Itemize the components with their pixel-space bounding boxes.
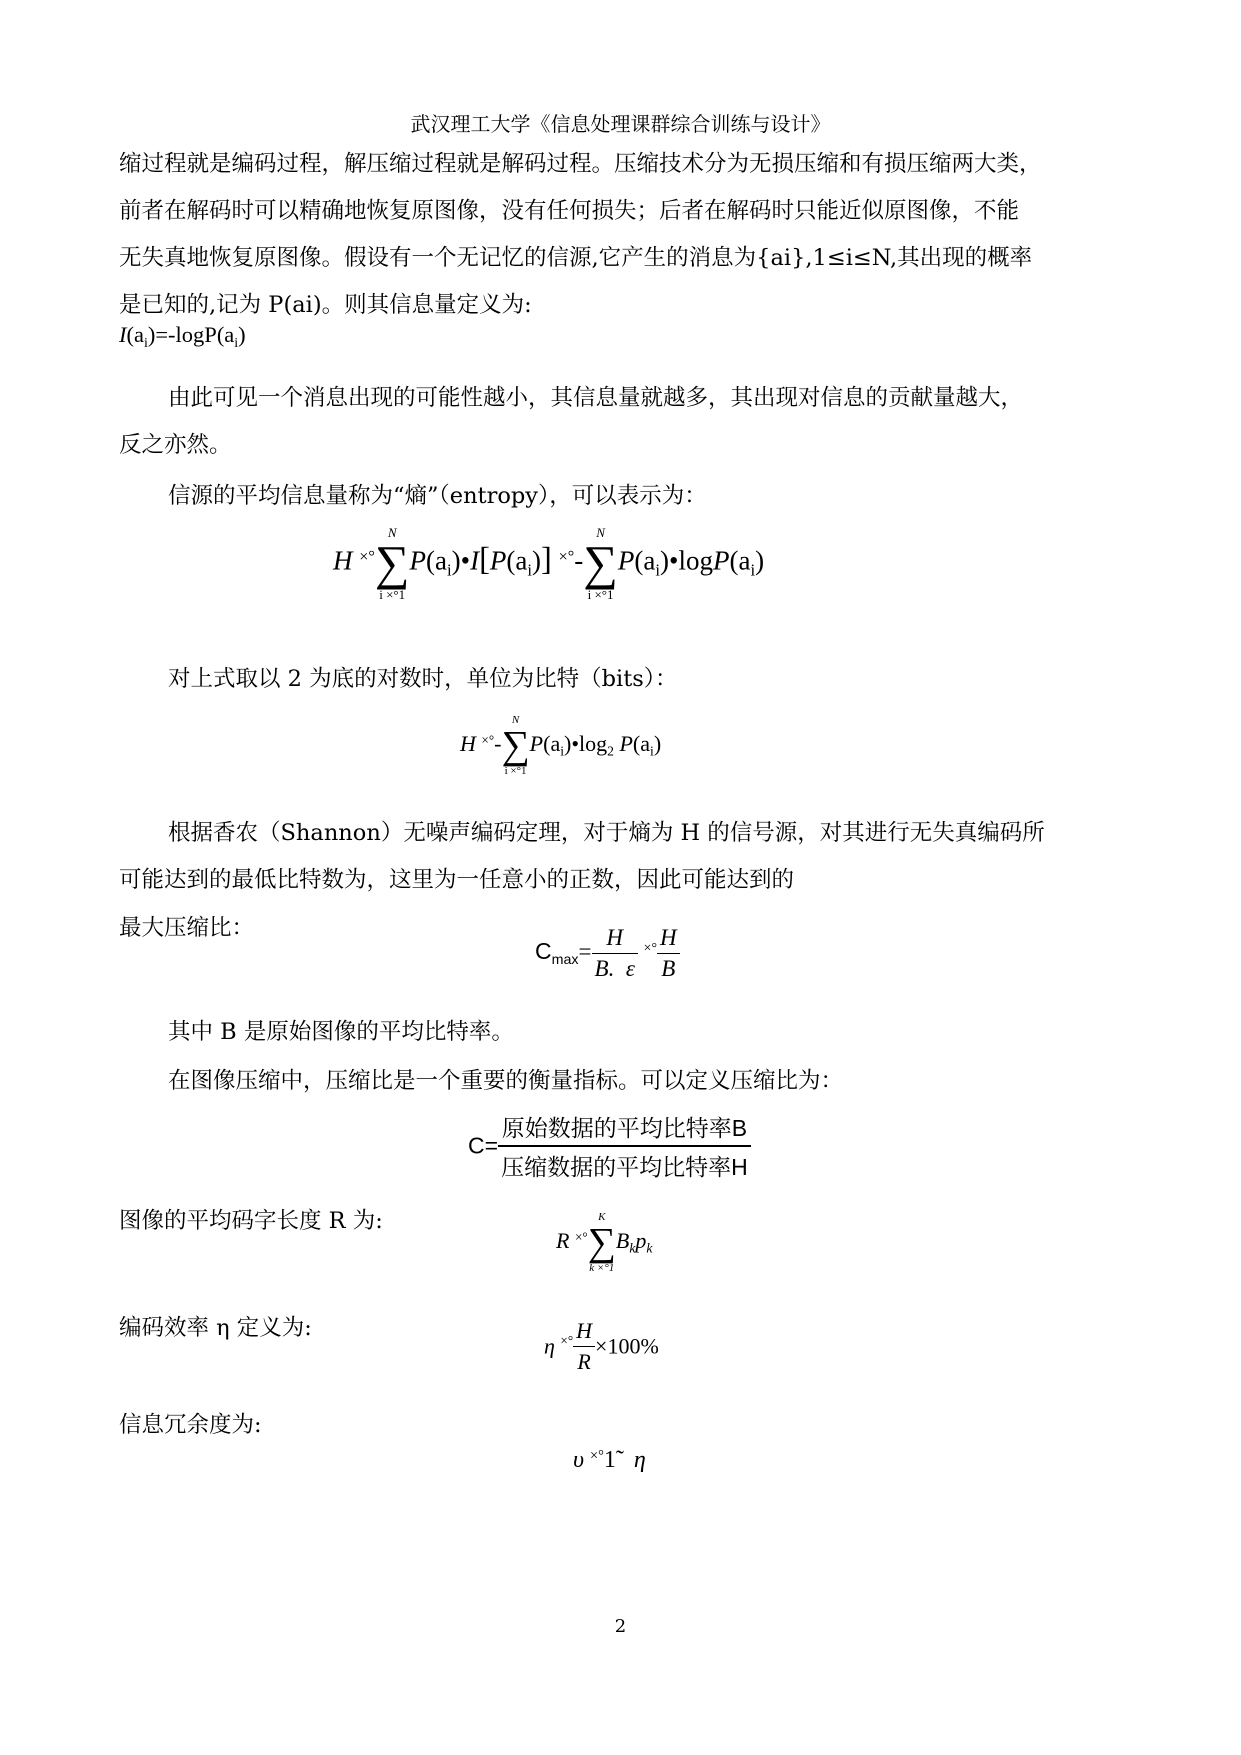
paren-close: ) (451, 545, 461, 576)
paragraph-line: 其中 B 是原始图像的平均比特率。 (168, 1019, 514, 1045)
paren-open: ( (632, 730, 641, 756)
formula-entropy (333, 526, 764, 601)
symbol-a: a (643, 545, 656, 576)
symbol-a: a (738, 545, 751, 576)
symbol-B: B (615, 1227, 630, 1253)
paren-open: ( (634, 545, 644, 576)
formula-redundancy (573, 1447, 646, 1474)
bullet-operator: • (669, 545, 679, 576)
symbol-P: P (409, 545, 427, 576)
garbled-equals: ×° (590, 1447, 604, 1464)
subscript-k: k (646, 1240, 653, 1256)
fraction-denominator (592, 954, 638, 982)
sum-operator (501, 715, 529, 777)
fraction-h-over-b-epsilon (592, 925, 638, 982)
symbol-a: a (515, 545, 528, 576)
paren-open: ( (543, 730, 551, 756)
subscript-i: i (560, 743, 564, 759)
subscript-i: i (234, 335, 239, 351)
symbol-a: a (134, 322, 144, 347)
paren-close: ) (660, 545, 669, 576)
ratio-fraction (498, 1110, 751, 1182)
fraction-numerator: H (573, 1318, 595, 1347)
paren-open: ( (426, 545, 436, 576)
ratio-denominator: 压缩数据的平均比特率H (501, 1154, 748, 1180)
paragraph-line: 可能达到的最低比特数为，这里为一任意小的正数，因此可能达到的 (119, 867, 795, 893)
subscript-i: i (650, 743, 654, 759)
garbled-equals: ×° (481, 732, 495, 748)
minus-sign: - (494, 730, 502, 756)
paragraph-line: 是已知的,记为 P(ai)。则其信息量定义为: (119, 292, 532, 318)
ratio-numerator: 原始数据的平均比特率B (498, 1110, 751, 1147)
sum-operator (583, 526, 618, 601)
fraction-denominator: R (577, 1349, 591, 1374)
paren-close: ) (238, 322, 246, 347)
subscript-i: i (527, 560, 533, 580)
subscript-i: i (750, 560, 756, 580)
paragraph-line: 反之亦然。 (119, 432, 232, 458)
minus-sign: - (574, 545, 584, 576)
garbled-approx: ×° (643, 939, 657, 955)
percent-factor: ×100% (595, 1333, 659, 1359)
symbol-a: a (435, 545, 447, 576)
symbol-epsilon: ε (625, 956, 635, 981)
equals-sign: = (578, 938, 592, 964)
sum-lower-limit: i ×°1 (587, 586, 614, 602)
bracket-close: ] (541, 541, 552, 578)
formula-compression-ratio (468, 1110, 751, 1182)
formula-text: )=-logP(a (147, 322, 235, 347)
sigma-symbol: ∑ (374, 536, 410, 590)
bullet-operator: • (460, 545, 471, 576)
formula-max-compression-ratio (535, 925, 680, 982)
paragraph-line: 对上式取以 2 为底的对数时，单位为比特（bits）： (168, 666, 678, 692)
equals-sign: = (484, 1132, 499, 1159)
fraction-h-over-b (657, 925, 680, 982)
log-operator: log (579, 730, 608, 756)
symbol-C: C (468, 1132, 485, 1159)
sigma-symbol: ∑ (501, 723, 530, 767)
sum-lower-limit: i ×°1 (379, 586, 406, 602)
symbol-P: P (712, 545, 730, 576)
paren-close: ) (653, 730, 662, 756)
paragraph-line: 前者在解码时可以精确地恢复原图像，没有任何损失；后者在解码时只能近似原图像，不能 (119, 198, 1020, 224)
symbol-a: a (640, 730, 651, 756)
paragraph-line: 缩过程就是编码过程，解压缩过程就是解码过程。压缩技术分为无损压缩和有损压缩两大类， (119, 151, 1042, 177)
garbled-equals: ×° (359, 547, 375, 566)
symbol-upsilon: υ (573, 1447, 585, 1473)
paragraph-line: 编码效率 η 定义为: (119, 1315, 312, 1341)
symbol-p: p (635, 1227, 647, 1253)
symbol-eta: η (633, 1447, 646, 1473)
sum-operator (375, 526, 410, 601)
symbol-P: P (489, 545, 507, 576)
paren-open: ( (729, 545, 739, 576)
formula-coding-efficiency (544, 1318, 659, 1375)
symbol-P: P (617, 545, 635, 576)
log-operator: log (678, 545, 713, 576)
symbol-B: B. (594, 956, 615, 981)
formula-information (119, 322, 246, 352)
garbled-one-minus: 1̃ (603, 1447, 616, 1473)
paragraph-line: 信源的平均信息量称为“熵”（entropy），可以表示为： (168, 483, 707, 509)
symbol-eta: η (544, 1333, 555, 1359)
paragraph-line: 根据香农（Shannon）无噪声编码定理，对于熵为 H 的信号源，对其进行无失真编码所 (168, 820, 1045, 846)
garbled-equals: ×° (560, 1332, 574, 1348)
sum-operator (588, 1212, 616, 1274)
symbol-R: R (556, 1227, 570, 1253)
fraction-h-over-r (573, 1318, 595, 1375)
subscript-2: 2 (607, 743, 614, 759)
paren-close: ) (755, 545, 765, 576)
symbol-I: I (119, 322, 127, 347)
subscript-i: i (655, 560, 660, 580)
symbol-P: P (619, 730, 633, 756)
symbol-C: C (535, 937, 552, 964)
fraction-denominator: B (657, 953, 680, 982)
bullet-operator: • (571, 730, 580, 756)
formula-average-codeword-length (556, 1212, 652, 1274)
paren-close: ) (564, 730, 572, 756)
sum-lower-limit: k ×°1 (589, 1261, 615, 1274)
symbol-H: H (333, 545, 353, 576)
paren-open: ( (506, 545, 516, 576)
paragraph-line: 信息冗余度为: (119, 1412, 262, 1438)
paragraph-line: 无失真地恢复原图像。假设有一个无记忆的信源,它产生的消息为{ai},1≤i≤N,其出现的概率 (119, 245, 1033, 271)
garbled-equals: ×° (558, 547, 575, 566)
sum-upper-limit: N (387, 525, 397, 540)
sum-upper-limit: N (596, 525, 605, 540)
paren-close: ) (532, 545, 542, 576)
subscript-i: i (144, 335, 148, 351)
page-number: 2 (614, 1616, 627, 1637)
paragraph-line: 最大压缩比： (119, 915, 255, 941)
sigma-symbol: ∑ (583, 536, 618, 590)
page-header: 武汉理工大学《信息处理课群综合训练与设计》 (410, 112, 831, 136)
symbol-P: P (529, 730, 544, 756)
fraction-numerator: H (592, 925, 638, 954)
bracket-open: [ (479, 541, 490, 578)
fraction-numerator: H (659, 925, 677, 950)
sum-lower-limit: i ×°1 (504, 764, 527, 777)
paragraph-line: 在图像压缩中，压缩比是一个重要的衡量指标。可以定义压缩比为： (168, 1068, 844, 1094)
subscript-max: max (551, 951, 579, 968)
paragraph-line: 由此可见一个消息出现的可能性越小，其信息量就越多，其出现对信息的贡献量越大， (168, 385, 1024, 411)
sigma-symbol: ∑ (587, 1220, 616, 1264)
formula-entropy-bits (460, 715, 661, 777)
symbol-H: H (460, 730, 476, 756)
sum-upper-limit: K (598, 1211, 606, 1223)
sum-upper-limit: N (511, 714, 520, 726)
paren-open: ( (126, 322, 134, 347)
subscript-k: k (629, 1240, 636, 1256)
subscript-i: i (447, 560, 452, 580)
garbled-equals: ×° (574, 1229, 588, 1245)
paragraph-line: 图像的平均码字长度 R 为: (119, 1208, 383, 1234)
symbol-a: a (550, 730, 561, 756)
symbol-I: I (470, 545, 480, 576)
